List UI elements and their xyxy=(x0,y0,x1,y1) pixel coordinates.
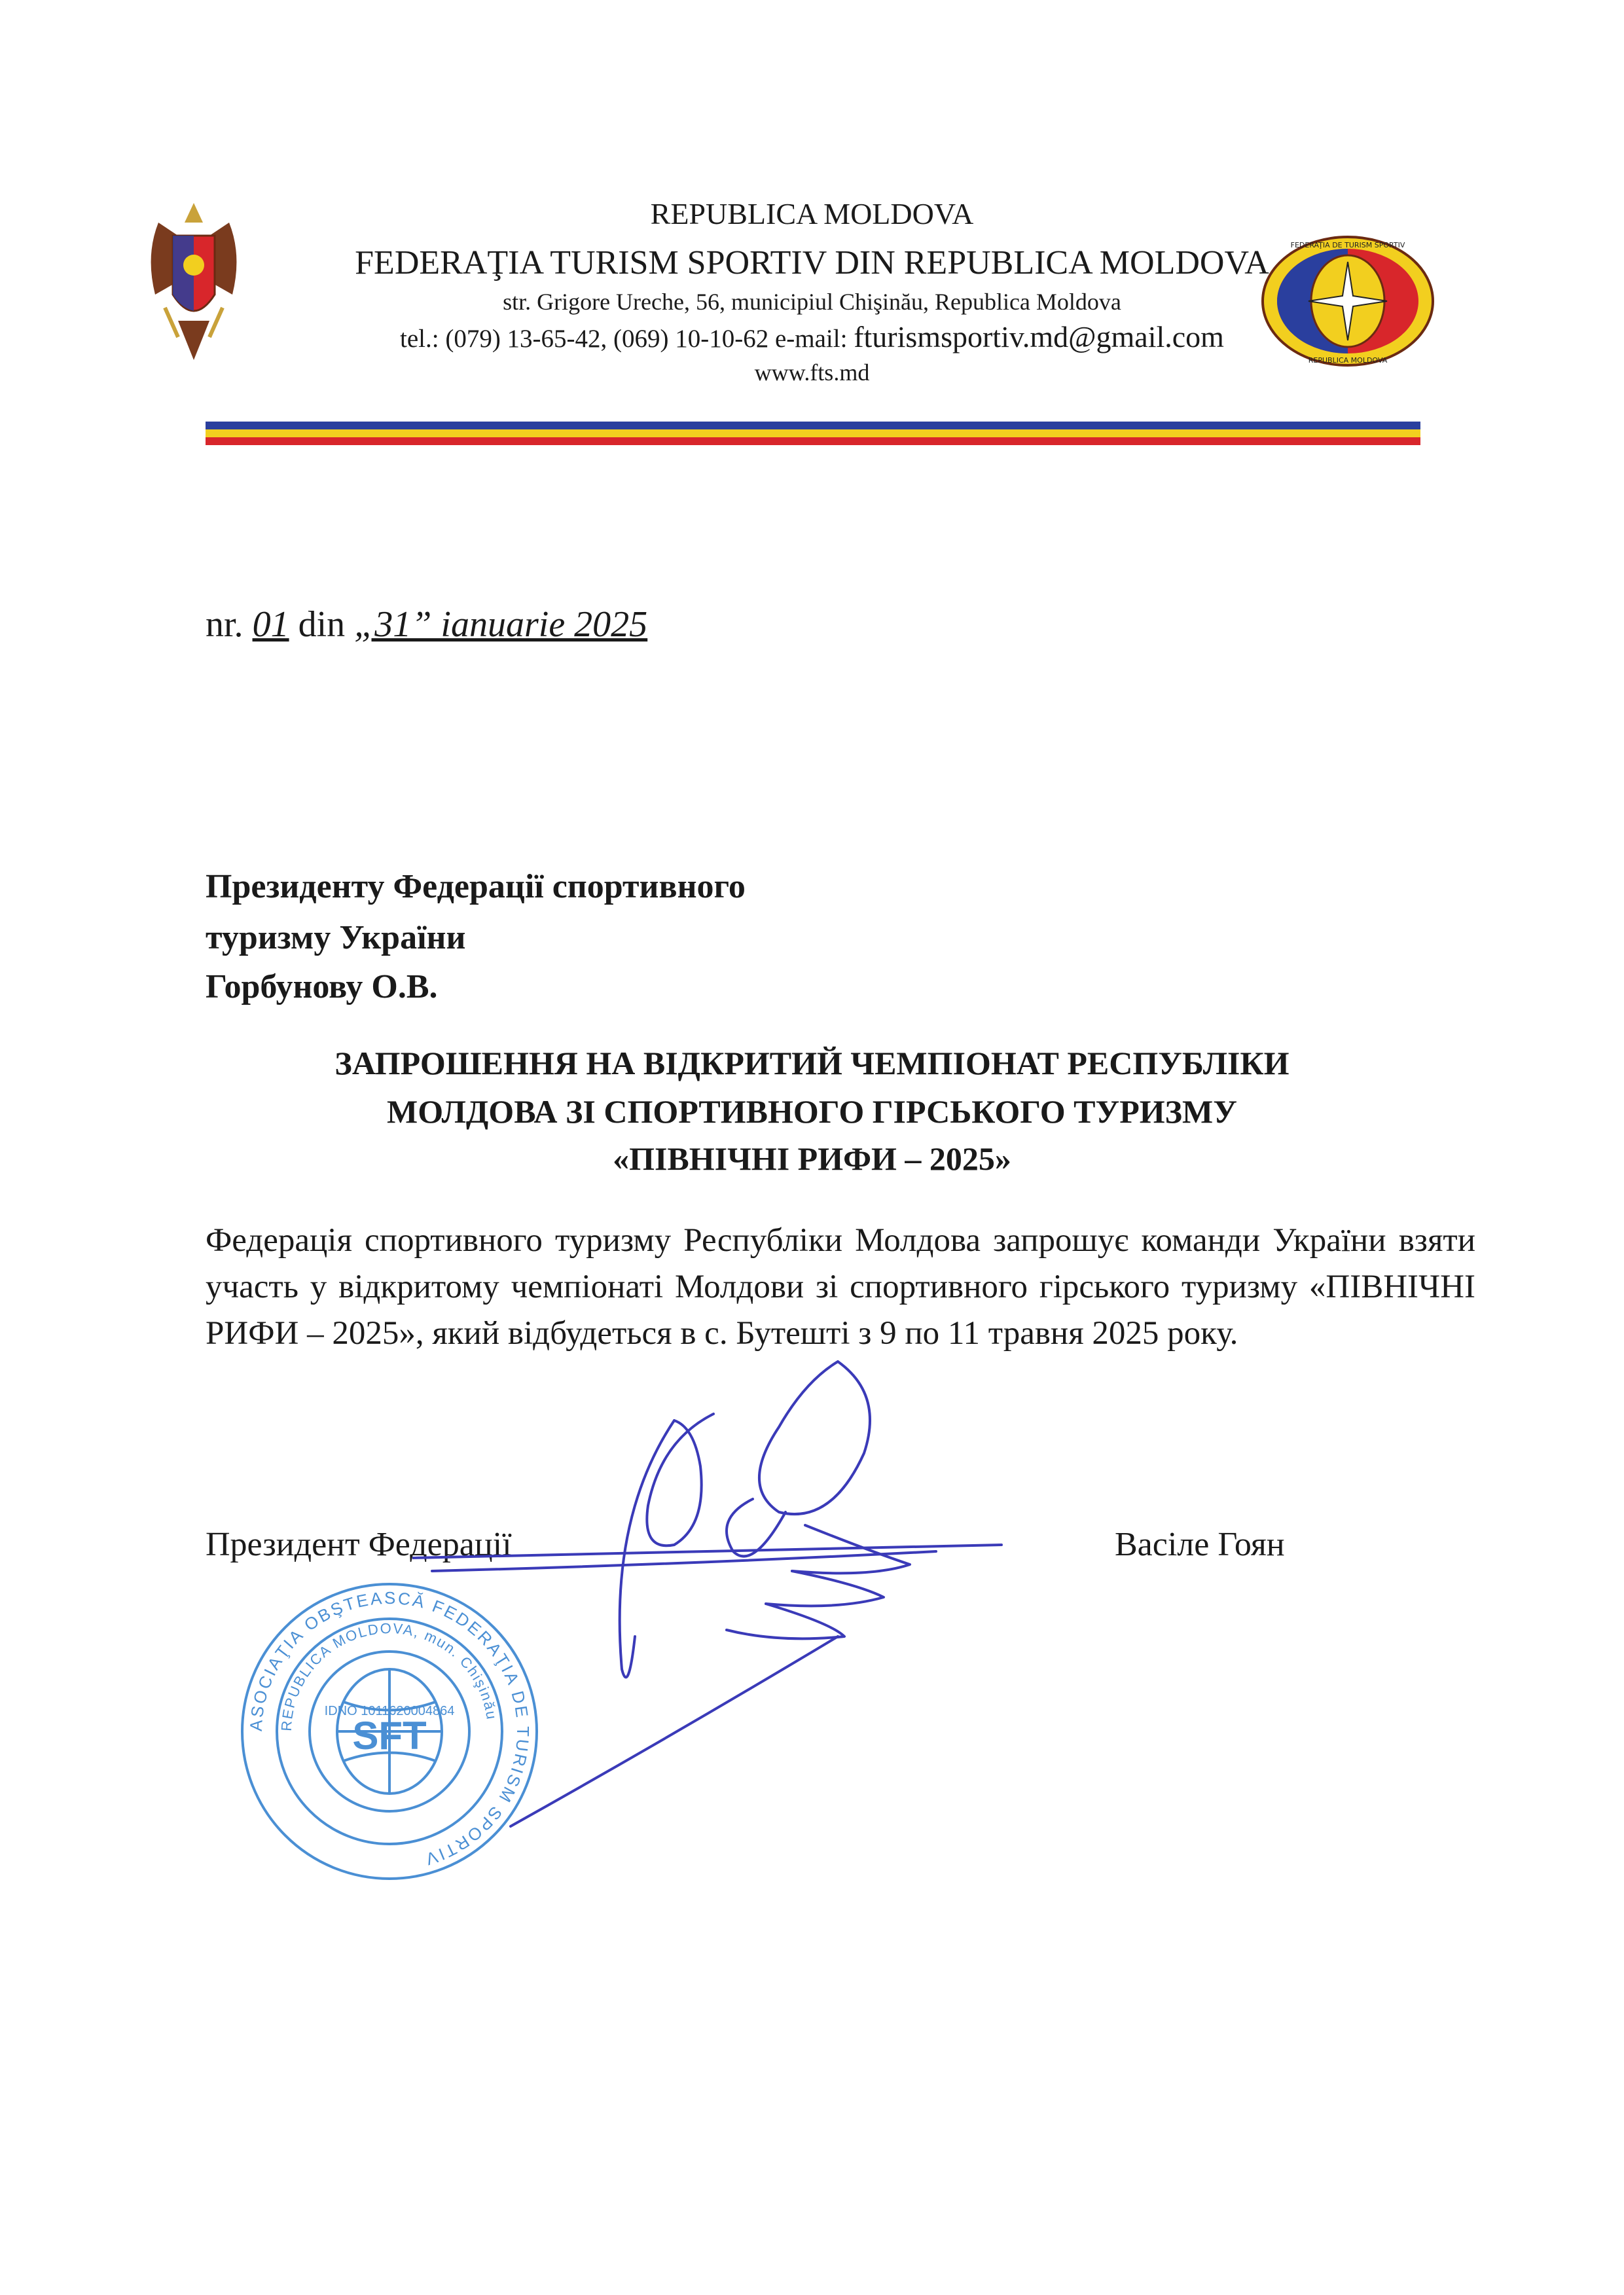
reference-date: „31” ianuarie 2025 xyxy=(354,604,648,645)
title-line-3: «ПІВНІЧНІ РИФИ – 2025» xyxy=(613,1140,1011,1177)
addressee-line-2: туризму України xyxy=(206,919,466,956)
document-reference xyxy=(206,604,647,645)
title-line-1: ЗАПРОШЕННЯ НА ВІДКРИТИЙ ЧЕМПІОНАТ РЕСПУБЛІКИ xyxy=(334,1045,1290,1081)
addressee-line-3: Горбунову О.В. xyxy=(206,968,438,1005)
reference-din: din xyxy=(289,604,355,645)
stamp-idno: IDNO 1011620004864 xyxy=(324,1704,455,1718)
stamp-outer-text: ASOCIAŢIA OBŞTEASCĂ FEDERAŢIA DE TURISM SPORTIV xyxy=(245,1587,533,1870)
logo-top-text: FEDERAŢIA DE TURISM SPORTIV xyxy=(1290,241,1405,249)
header-email: fturismsportiv.md@gmail.com xyxy=(854,320,1224,353)
signatory-name: Васіле Гоян xyxy=(1115,1526,1285,1563)
reference-number: 01 xyxy=(252,604,289,645)
header-address: str. Grigore Ureche, 56, municipiul Chişinău, Republica Moldova xyxy=(503,289,1121,315)
flag-stripe-yellow xyxy=(206,429,1420,437)
signatory-role: Президент Федерації xyxy=(206,1526,512,1563)
header-website: www.fts.md xyxy=(754,359,870,386)
federation-logo-icon xyxy=(1260,234,1435,368)
header-phones: tel.: (079) 13-65-42, (069) 10-10-62 e-mail: xyxy=(400,325,854,353)
stamp-inner-text: REPUBLICA MOLDOVA, mun. Chişinău xyxy=(278,1619,501,1732)
header-country: REPUBLICA MOLDOVA xyxy=(650,197,974,230)
flag-stripe-red xyxy=(206,437,1420,445)
body-paragraph: Федерація спортивного туризму Республіки Молдова запрошує команди України взяти участь у відкритому чемпіонаті Молдови зі спортивного гірського туризму «ПІВНІЧНІ РИФИ – 2025», який відбудеться в с. Бутешті з 9 по 11 травня 2025 року. xyxy=(206,1222,1475,1352)
header-federation-name: FEDERAŢIA TURISM SPORTIV DIN REPUBLICA MOLDOVA xyxy=(355,244,1269,281)
logo-bottom-text: REPUBLICA MOLDOVA xyxy=(1308,356,1388,365)
stamp-center-text: SFT xyxy=(352,1714,427,1758)
handwritten-signature xyxy=(412,1355,1041,1852)
flag-color-rule xyxy=(206,422,1420,453)
title-line-2: МОЛДОВА ЗІ СПОРТИВНОГО ГІРСЬКОГО ТУРИЗМУ xyxy=(387,1093,1237,1130)
addressee-line-1: Президенту Федерації спортивного xyxy=(206,868,746,905)
flag-stripe-blue xyxy=(206,422,1420,429)
reference-prefix: nr. xyxy=(206,604,253,645)
